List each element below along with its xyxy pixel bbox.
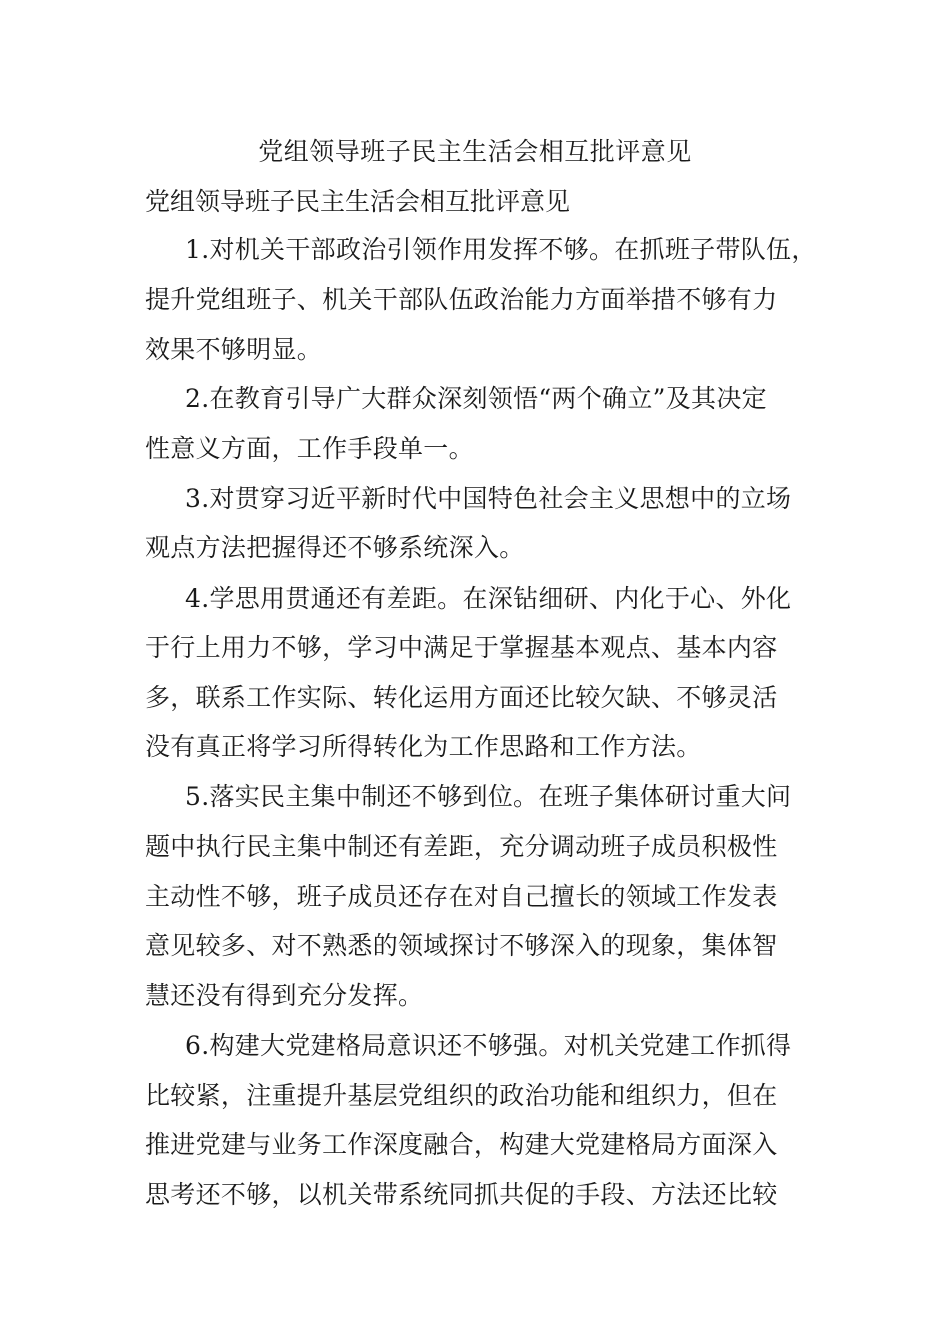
paragraph-1-line-3: 效果不够明显。	[145, 335, 323, 364]
paragraph-4-line-3: 多，联系工作实际、转化运用方面还比较欠缺、不够灵活	[145, 683, 778, 712]
paragraph-6-line-2: 比较紧，注重提升基层党组织的政治功能和组织力，但在	[145, 1081, 778, 1110]
paragraph-5-line-3: 主动性不够，班子成员还存在对自己擅长的领域工作发表	[145, 882, 778, 911]
paragraph-3-line-2: 观点方法把握得还不够系统深入。	[145, 533, 525, 562]
paragraph-1-line-1: 1.对机关干部政治引领作用发挥不够。在抓班子带队伍，	[185, 235, 817, 264]
paragraph-5-line-4: 意见较多、对不熟悉的领域探讨不够深入的现象，集体智	[145, 931, 778, 960]
paragraph-1-line-2: 提升党组班子、机关干部队伍政治能力方面举措不够有力	[145, 285, 778, 314]
paragraph-5-line-5: 慧还没有得到充分发挥。	[145, 981, 424, 1010]
paragraph-2-line-1: 2.在教育引导广大群众深刻领悟“两个确立”及其决定	[185, 384, 767, 413]
paragraph-5-line-2: 题中执行民主集中制还有差距，充分调动班子成员积极性	[145, 832, 778, 861]
paragraph-4-line-2: 于行上用力不够，学习中满足于掌握基本观点、基本内容	[145, 633, 778, 662]
paragraph-5-line-1: 5.落实民主集中制还不够到位。在班子集体研讨重大问	[185, 782, 792, 811]
paragraph-2-line-2: 性意义方面，工作手段单一。	[145, 434, 474, 463]
document-subtitle: 党组领导班子民主生活会相互批评意见	[145, 187, 571, 216]
paragraph-3-line-1: 3.对贯穿习近平新时代中国特色社会主义思想中的立场	[185, 484, 792, 513]
paragraph-6-line-4: 思考还不够，以机关带系统同抓共促的手段、方法还比较	[145, 1180, 778, 1209]
paragraph-6-line-3: 推进党建与业务工作深度融合，构建大党建格局方面深入	[145, 1130, 778, 1159]
paragraph-4-line-1: 4.学思用贯通还有差距。在深钻细研、内化于心、外化	[185, 584, 792, 613]
paragraph-4-line-4: 没有真正将学习所得转化为工作思路和工作方法。	[145, 732, 702, 761]
paragraph-6-line-1: 6.构建大党建格局意识还不够强。对机关党建工作抓得	[185, 1031, 792, 1060]
document-title: 党组领导班子民主生活会相互批评意见	[258, 137, 692, 166]
